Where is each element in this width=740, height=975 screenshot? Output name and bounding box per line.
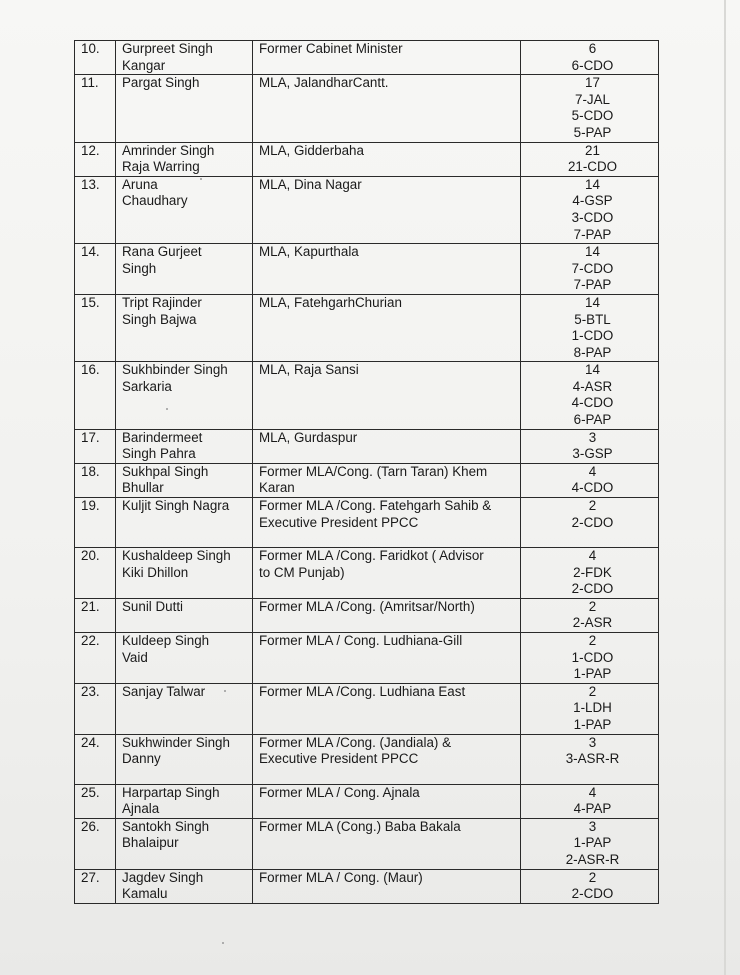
- security-count-line: 2-CDO: [571, 886, 614, 902]
- serial-number: 13.: [75, 176, 116, 243]
- table-row: [75, 598, 659, 632]
- person-name-line: Singh Pahra: [122, 446, 196, 462]
- designation: [253, 75, 521, 142]
- serial-number: 24.: [75, 734, 116, 784]
- security-count-line: 7-CDO: [571, 260, 614, 276]
- designation: [253, 598, 521, 632]
- security-count-line: 4-GSP: [572, 193, 613, 209]
- security-count: [521, 244, 659, 295]
- person-name: [116, 498, 253, 548]
- person-name-line: Amrinder Singh: [122, 142, 215, 158]
- security-count-line: 6-CDO: [571, 57, 614, 73]
- designation-line: Executive President PPCC: [259, 514, 419, 530]
- person-name-line: Bhullar: [122, 480, 164, 496]
- page-edge-shadow: [724, 0, 726, 975]
- security-count-line: 7-JAL: [575, 91, 610, 107]
- security-count: [521, 548, 659, 599]
- person-name-line: Sukhwinder Singh: [122, 734, 230, 750]
- person-name-line: Kangar: [122, 57, 166, 73]
- security-count-line: 2-CDO: [571, 514, 614, 530]
- person-name-line: Barindermeet: [122, 429, 203, 445]
- person-name-line: Jagdev Singh: [122, 869, 204, 885]
- designation-line: Former MLA (Cong.) Baba Bakala: [259, 818, 461, 834]
- designation-line: MLA, Gidderbaha: [259, 142, 364, 158]
- serial-number: 18.: [75, 463, 116, 497]
- table-row: [75, 142, 659, 176]
- person-name: [116, 176, 253, 243]
- security-count-line: 2-ASR: [572, 615, 613, 631]
- security-count: [521, 41, 659, 75]
- person-name: [116, 75, 253, 142]
- security-count-line: 6-PAP: [573, 412, 612, 428]
- serial-number: 23.: [75, 683, 116, 734]
- person-name-line: Gurpreet Singh: [122, 41, 213, 56]
- security-count-line: 1-PAP: [573, 716, 612, 732]
- serial-number: 22.: [75, 633, 116, 684]
- person-name-line: Sunil Dutti: [122, 598, 184, 614]
- security-count-line: 3-GSP: [572, 446, 613, 462]
- person-name: [116, 362, 253, 429]
- security-count-line: 3: [588, 734, 597, 750]
- designation: [253, 818, 521, 869]
- person-name: [116, 734, 253, 784]
- person-name-line: Tript Rajinder: [122, 294, 202, 310]
- table-row: [75, 734, 659, 784]
- designation-line: MLA, Raja Sansi: [259, 362, 359, 378]
- security-count-line: 5-PAP: [573, 124, 612, 140]
- person-name: [116, 244, 253, 295]
- table-row: [75, 176, 659, 243]
- security-count: [521, 784, 659, 818]
- designation: [253, 41, 521, 75]
- security-count: [521, 818, 659, 869]
- serial-number: 25.: [75, 784, 116, 818]
- security-count-line: 1-LDH: [573, 700, 612, 716]
- security-count-line: 17: [585, 75, 600, 91]
- security-count-line: 3-ASR-R: [565, 751, 620, 767]
- security-allocation-table: [74, 40, 659, 904]
- security-count: [521, 633, 659, 684]
- serial-number: 27.: [75, 869, 116, 903]
- designation: [253, 244, 521, 295]
- table-row: [75, 244, 659, 295]
- security-count-line: 14: [585, 294, 600, 310]
- designation-line: Former MLA/Cong. (Tarn Taran) Khem: [259, 463, 488, 479]
- security-count: [521, 683, 659, 734]
- security-count: [521, 463, 659, 497]
- serial-number: 19.: [75, 498, 116, 548]
- person-name-line: Ajnala: [122, 801, 160, 817]
- designation-line: MLA, Gurdaspur: [259, 429, 358, 445]
- table-row: [75, 41, 659, 75]
- security-count: [521, 75, 659, 142]
- security-count-line: 1-CDO: [571, 649, 614, 665]
- security-count-line: 3-CDO: [571, 209, 614, 225]
- security-count-line: 4: [588, 548, 597, 564]
- serial-number: 20.: [75, 548, 116, 599]
- security-count-line: 4-PAP: [573, 801, 612, 817]
- designation: [253, 498, 521, 548]
- serial-number: 16.: [75, 362, 116, 429]
- designation-line: Former MLA / Cong. (Maur): [259, 869, 423, 885]
- security-count-line: 2: [588, 498, 597, 514]
- table-row: [75, 498, 659, 548]
- person-name-line: Danny: [122, 751, 161, 767]
- person-name-line: Kuldeep Singh: [122, 633, 210, 648]
- person-name: [116, 294, 253, 361]
- person-name-line: Pargat Singh: [122, 75, 200, 91]
- designation-line: Former MLA /Cong. (Amritsar/North): [259, 598, 475, 614]
- person-name-line: Chaudhary: [122, 193, 188, 209]
- security-count: [521, 176, 659, 243]
- security-count-line: 14: [585, 244, 600, 260]
- security-count-line: 21: [585, 142, 600, 158]
- security-count-line: 1-CDO: [571, 328, 614, 344]
- person-name: [116, 784, 253, 818]
- person-name-line: Harpartap Singh: [122, 784, 220, 800]
- person-name-line: Kuljit Singh Nagra: [122, 498, 230, 514]
- designation: [253, 683, 521, 734]
- security-count-line: 4-CDO: [571, 395, 614, 411]
- security-count-line: 1-PAP: [573, 666, 612, 682]
- person-name-line: Sanjay Talwar: [122, 683, 206, 699]
- person-name-line: Aruna: [122, 176, 158, 192]
- security-count-line: 2: [588, 598, 597, 614]
- security-count-line: 8-PAP: [573, 344, 612, 360]
- person-name: [116, 41, 253, 75]
- designation: [253, 142, 521, 176]
- designation-line: Former MLA /Cong. Ludhiana East: [259, 683, 466, 699]
- security-count-line: 3: [588, 818, 597, 834]
- serial-number: 10.: [75, 41, 116, 75]
- security-count-line: 14: [585, 176, 600, 192]
- security-count-line: 4-CDO: [571, 480, 614, 496]
- security-count-line: 4: [588, 784, 597, 800]
- designation-line: MLA, JalandharCantt.: [259, 75, 389, 91]
- serial-number: 17.: [75, 429, 116, 463]
- designation-line: Executive President PPCC: [259, 751, 419, 767]
- designation: [253, 633, 521, 684]
- table-row: [75, 869, 659, 903]
- security-count-line: 2: [588, 633, 597, 648]
- person-name-line: Kiki Dhillon: [122, 564, 189, 580]
- security-count-line: 2: [588, 683, 597, 699]
- designation: [253, 784, 521, 818]
- person-name: [116, 463, 253, 497]
- designation-line: Former MLA /Cong. Fatehgarh Sahib &: [259, 498, 492, 514]
- serial-number: 15.: [75, 294, 116, 361]
- table-row: [75, 294, 659, 361]
- table-row: [75, 633, 659, 684]
- serial-number: 12.: [75, 142, 116, 176]
- scan-speck: [222, 942, 224, 944]
- person-name-line: Raja Warring: [122, 159, 200, 175]
- security-count-line: 2: [588, 869, 597, 885]
- security-count-line: 6: [588, 41, 597, 56]
- security-count-line: 5-BTL: [574, 311, 611, 327]
- table-row: [75, 683, 659, 734]
- designation: [253, 294, 521, 361]
- serial-number: 26.: [75, 818, 116, 869]
- designation-line: Former MLA / Cong. Ajnala: [259, 784, 420, 800]
- person-name: [116, 633, 253, 684]
- security-count-line: 1-PAP: [573, 835, 612, 851]
- table-row: [75, 429, 659, 463]
- security-count-line: 2-CDO: [571, 581, 614, 597]
- person-name-line: Singh Bajwa: [122, 311, 197, 327]
- designation: [253, 429, 521, 463]
- security-count-line: 5-CDO: [571, 108, 614, 124]
- person-name: [116, 869, 253, 903]
- person-name-line: Vaid: [122, 649, 148, 665]
- serial-number: 11.: [75, 75, 116, 142]
- security-count: [521, 429, 659, 463]
- person-name-line: Santokh Singh: [122, 818, 210, 834]
- security-count: [521, 869, 659, 903]
- designation: [253, 869, 521, 903]
- serial-number: 21.: [75, 598, 116, 632]
- designation-line: Former MLA /Cong. Faridkot ( Advisor: [259, 548, 484, 564]
- table-row: [75, 463, 659, 497]
- person-name-line: Bhalaipur: [122, 835, 179, 851]
- table-row: [75, 362, 659, 429]
- security-count-line: 21-CDO: [567, 159, 618, 175]
- designation-line: Former MLA /Cong. (Jandiala) &: [259, 734, 452, 750]
- person-name-line: Kushaldeep Singh: [122, 548, 231, 564]
- person-name: [116, 818, 253, 869]
- security-count: [521, 498, 659, 548]
- designation-line: Karan: [259, 480, 295, 496]
- designation: [253, 734, 521, 784]
- security-count-line: 14: [585, 362, 600, 378]
- person-name: [116, 598, 253, 632]
- designation: [253, 362, 521, 429]
- table-row: [75, 548, 659, 599]
- designation: [253, 463, 521, 497]
- designation-line: MLA, Kapurthala: [259, 244, 359, 260]
- security-count: [521, 142, 659, 176]
- security-count: [521, 294, 659, 361]
- table-row: [75, 784, 659, 818]
- person-name: [116, 548, 253, 599]
- security-count-line: 4: [588, 463, 597, 479]
- person-name-line: Sarkaria: [122, 378, 172, 394]
- serial-number: 14.: [75, 244, 116, 295]
- designation-line: to CM Punjab): [259, 564, 345, 580]
- security-count: [521, 734, 659, 784]
- designation-line: Former MLA / Cong. Ludhiana-Gill: [259, 633, 463, 648]
- person-name-line: Sukhbinder Singh: [122, 362, 228, 378]
- security-count: [521, 362, 659, 429]
- person-name: [116, 683, 253, 734]
- security-count-line: 7-PAP: [573, 277, 612, 293]
- security-count-line: 2-ASR-R: [565, 851, 620, 867]
- person-name-line: Rana Gurjeet: [122, 244, 202, 260]
- security-count-line: 2-FDK: [573, 564, 612, 580]
- security-count: [521, 598, 659, 632]
- person-name-line: Singh: [122, 260, 157, 276]
- designation-line: MLA, FatehgarhChurian: [259, 294, 402, 310]
- person-name: [116, 142, 253, 176]
- designation: [253, 548, 521, 599]
- person-name-line: Kamalu: [122, 886, 168, 902]
- security-count-line: 7-PAP: [573, 226, 612, 242]
- person-name: [116, 429, 253, 463]
- designation: [253, 176, 521, 243]
- designation-line: MLA, Dina Nagar: [259, 176, 362, 192]
- designation-line: Former Cabinet Minister: [259, 41, 403, 56]
- table-row: [75, 818, 659, 869]
- security-count-line: 4-ASR: [572, 378, 613, 394]
- security-count-line: 3: [588, 429, 597, 445]
- person-name-line: Sukhpal Singh: [122, 463, 209, 479]
- table-row: [75, 75, 659, 142]
